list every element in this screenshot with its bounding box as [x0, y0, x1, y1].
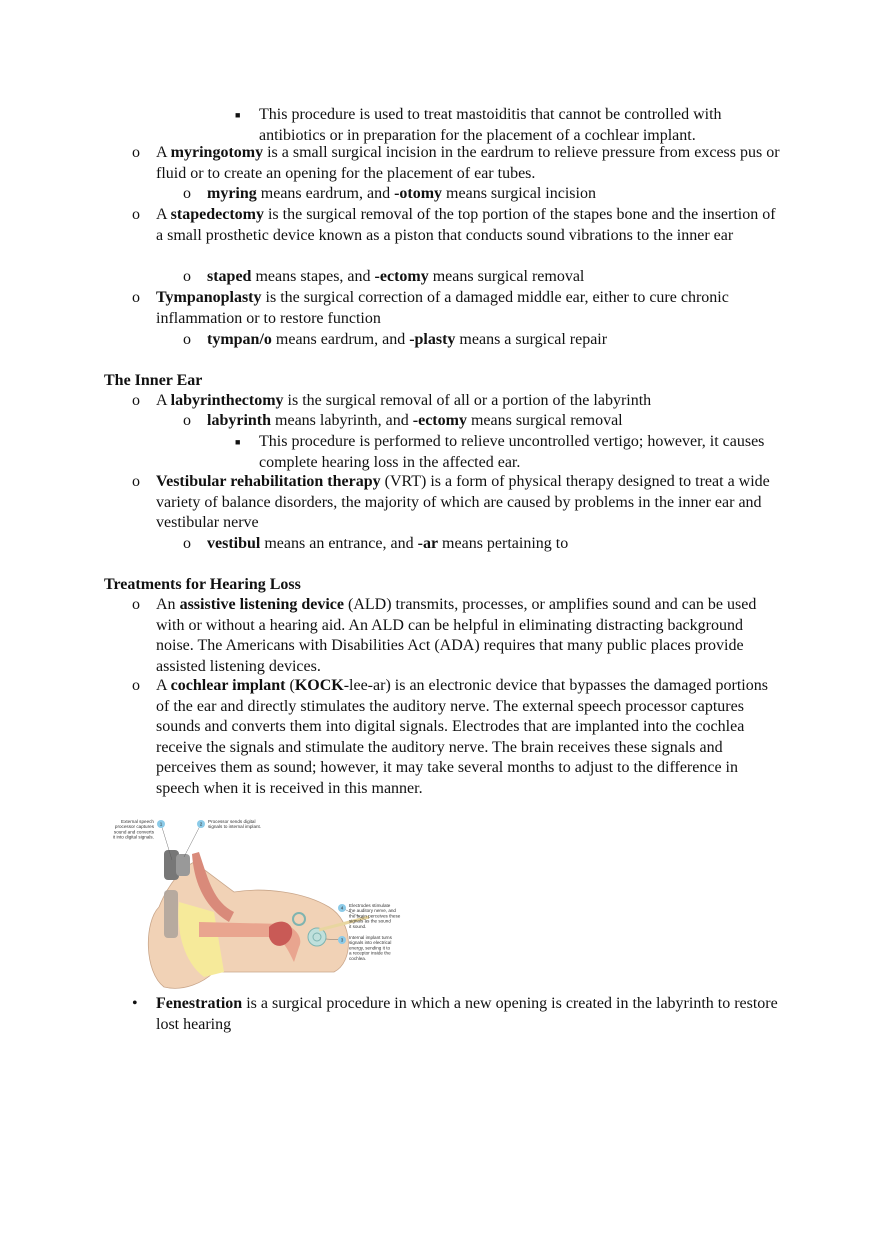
square-bullet-icon: ■ [235, 437, 241, 447]
callout-text: signals to internal implant. [208, 824, 262, 830]
term: Fenestration [156, 995, 243, 1012]
text-run: This procedure is used to treat mastoiditis that cannot be controlled with antibiotics or in preparation for the placement of a cochlear implant. [259, 106, 722, 144]
text-run: is the surgical correction of a damaged middle ear, either to cure chronic inflammation or to restore function [156, 289, 729, 327]
callout-text: the brain perceives these [349, 913, 401, 919]
circle-bullet-icon: o [132, 677, 140, 694]
text-run: means an entrance, and [260, 535, 418, 552]
callout-text: Electrodes stimulate [349, 903, 391, 908]
callout-number: 2 [199, 821, 203, 827]
text-run: means surgical removal [466, 412, 623, 429]
text-run: means pertaining to [438, 535, 569, 552]
item-text [259, 105, 779, 146]
text-run: is a small surgical incision in the eardrum to relieve pressure from excess pus or fluid or to create an opening for the placement of ear tubes. [156, 144, 780, 182]
term: KOCK [294, 677, 344, 694]
text-run: means eardrum, and [256, 185, 395, 202]
text-run: A [156, 392, 171, 409]
item-text [156, 143, 780, 184]
text-run: means labyrinth, and [271, 412, 413, 429]
text-run: means stapes, and [251, 268, 375, 285]
term: -ectomy [412, 412, 467, 429]
circle-bullet-icon: o [132, 392, 140, 409]
item-text [104, 371, 784, 392]
bullet-icon: • [132, 995, 138, 1012]
item-text [259, 432, 779, 473]
text-run: is the surgical removal of the top portion of the stapes bone and the insertion of a small prosthetic device known as a piston that conducts sound vibrations to the inner ear [156, 206, 776, 244]
item-text [156, 288, 780, 329]
square-bullet-icon: ■ [235, 110, 241, 120]
term: -ar [417, 535, 439, 552]
circle-bullet-icon: o [183, 412, 191, 429]
text-run: A [156, 144, 171, 161]
item-text [207, 411, 780, 432]
item-text [207, 330, 780, 351]
term: Vestibular rehabilitation therapy [156, 473, 381, 490]
text-run: A [156, 206, 171, 223]
text-run: -lee-ar) is an electronic device that bypasses the damaged portions of the ear and directly stimulates the auditory nerve. The external speech processor captures sounds and converts them into digital signals. Electrodes that are implanted into the cochlea receive the signals and stimulate the auditory nerve. The brain receives these signals and perceives them as sound; however, it may take several months to adjust to the difference in speech when it is received in this manner. [156, 677, 768, 797]
text-run: means eardrum, and [271, 331, 410, 348]
item-text [156, 391, 780, 412]
circle-bullet-icon: o [132, 144, 140, 161]
circle-bullet-icon: o [132, 206, 140, 223]
callout-text: it sound. [349, 923, 367, 929]
item-text [156, 676, 780, 799]
text-run: An [156, 596, 180, 613]
item-text [207, 184, 780, 205]
callout-text: it into digital signals. [112, 834, 154, 840]
callout-text: a receptor inside the [349, 950, 391, 956]
callout-text: signals as the sound [349, 918, 391, 924]
cochlear-implant-figure [104, 812, 404, 992]
text-run: A [156, 677, 171, 694]
circle-bullet-icon: o [183, 185, 191, 202]
term: tympan/o [207, 331, 272, 348]
term: labyrinthectomy [170, 392, 284, 409]
circle-bullet-icon: o [132, 289, 140, 306]
term: myringotomy [170, 144, 264, 161]
callout-number: 3 [340, 937, 344, 943]
callout-text: Processor sends digital [208, 819, 256, 824]
circle-bullet-icon: o [183, 268, 191, 285]
callout-text: cochlea. [349, 955, 367, 961]
text-run: means surgical removal [428, 268, 585, 285]
text-run: is the surgical removal of all or a portion of the labyrinth [283, 392, 652, 409]
circle-bullet-icon: o [183, 535, 191, 552]
term: -otomy [394, 185, 443, 202]
text-run: is a surgical procedure in which a new opening is created in the labyrinth to restore lost hearing [156, 995, 778, 1033]
callout-text: processor captures [114, 824, 154, 830]
callout-text: the auditory nerve, and [349, 908, 396, 914]
text-run: means surgical incision [442, 185, 596, 202]
item-text [156, 205, 780, 246]
term: assistive listening device [179, 596, 344, 613]
item-text [207, 267, 780, 288]
term: Tympanoplasty [156, 289, 262, 306]
callout-text: sound and converts [113, 829, 154, 835]
term: cochlear implant [170, 677, 286, 694]
term: myring [207, 185, 257, 202]
item-text [156, 994, 780, 1035]
circle-bullet-icon: o [132, 596, 140, 613]
term: vestibul [207, 535, 261, 552]
text-run: This procedure is performed to relieve uncontrolled vertigo; however, it causes complete hearing loss in the affected ear. [259, 433, 765, 471]
callout-number: 1 [159, 821, 163, 827]
text-run: means a surgical repair [455, 331, 608, 348]
term: Treatments for Hearing Loss [104, 576, 301, 593]
term: stapedectomy [170, 206, 264, 223]
term: staped [207, 268, 252, 285]
term: -plasty [409, 331, 456, 348]
text-run: (ALD) transmits, processes, or amplifies sound and can be used with or without a hearing aid. An ALD can be helpful in eliminating distracting background noise. The Americans with Disabilities Act (ADA) requires that many public places provide assisted listening devices. [156, 596, 757, 675]
circle-bullet-icon: o [132, 473, 140, 490]
term: -ectomy [374, 268, 429, 285]
item-text [156, 472, 780, 534]
callout-text: External speech [121, 819, 154, 824]
term: The Inner Ear [104, 372, 203, 389]
text-run: (VRT) is a form of physical therapy designed to treat a wide variety of balance disorders, the majority of which are caused by problems in the inner ear and vestibular nerve [156, 473, 770, 531]
callout-text: Internal implant turns [349, 935, 392, 940]
text-run: ( [285, 677, 295, 694]
item-text [207, 534, 780, 555]
cochlea [308, 928, 326, 946]
circle-bullet-icon: o [183, 331, 191, 348]
callout-number: 4 [340, 905, 344, 911]
item-text [156, 595, 780, 677]
item-text [104, 575, 784, 596]
callout-text: signals into electrical [349, 940, 392, 946]
callout-line [184, 821, 203, 857]
term: labyrinth [207, 412, 272, 429]
callout-text: energy, sending it to [349, 945, 391, 951]
